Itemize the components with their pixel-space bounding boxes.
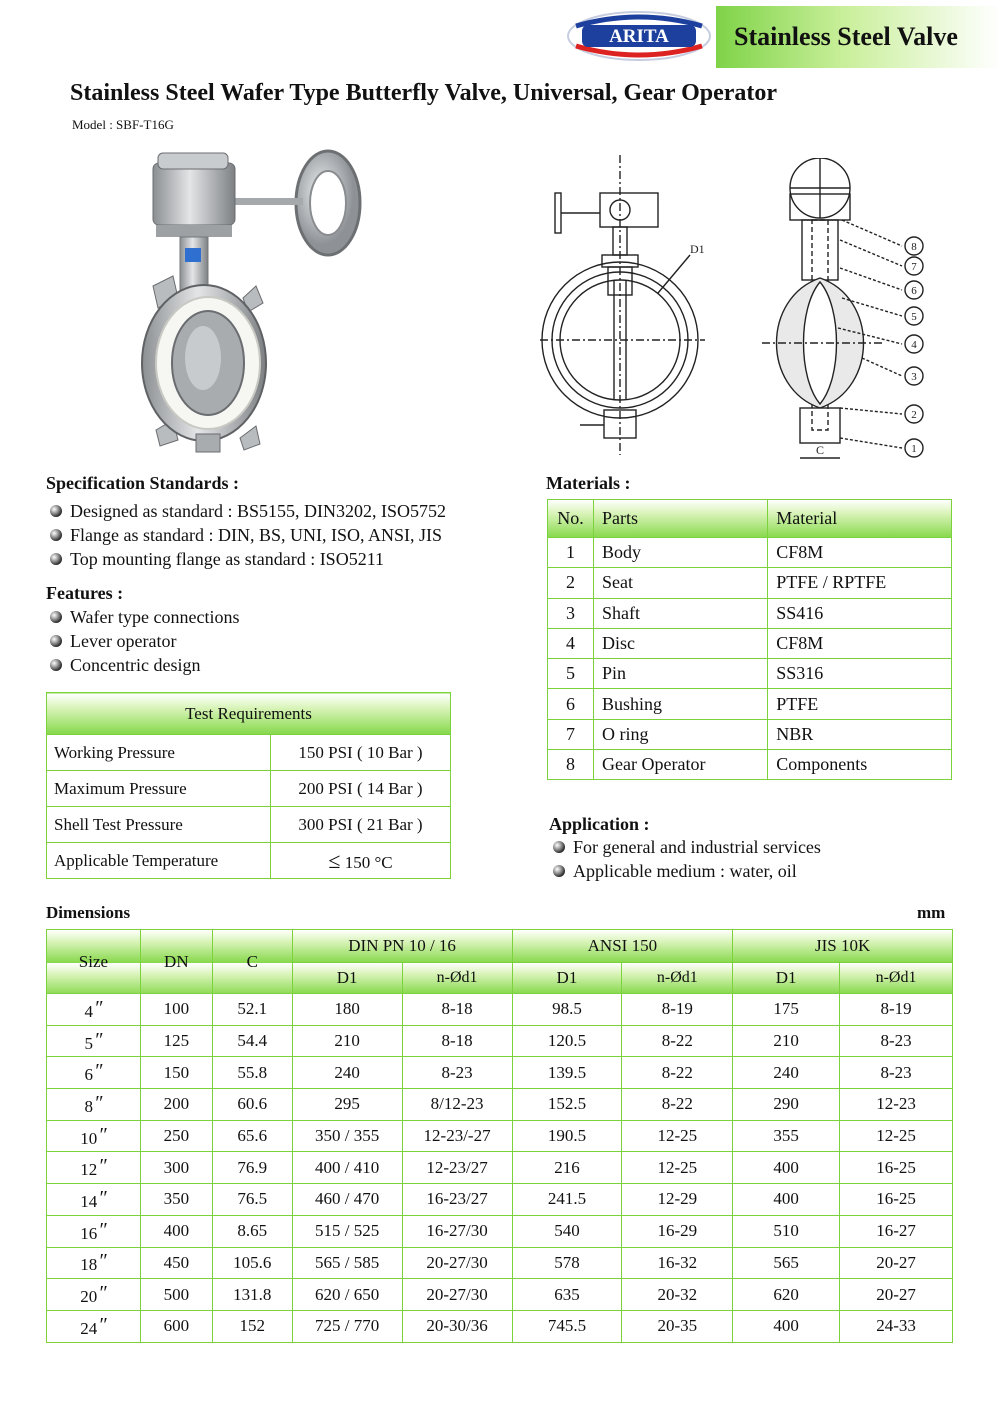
cell-din-d1: 620 / 650: [292, 1279, 402, 1311]
cell-dn: 150: [140, 1057, 212, 1089]
svg-text:7: 7: [911, 261, 917, 273]
table-row: 3 Shaft SS416: [548, 598, 952, 628]
cell-dn: 125: [140, 1025, 212, 1057]
size-cell: 6″: [47, 1057, 141, 1089]
cell-jis-n: 16-27: [840, 1215, 953, 1247]
size-cell: 20″: [47, 1279, 141, 1311]
cell-jis-n: 16-25: [840, 1152, 953, 1184]
table-row: [47, 1247, 953, 1279]
model-number: Model : SBF-T16G: [72, 117, 174, 132]
bullet-icon: [50, 529, 62, 541]
list-item: For general and industrial services: [549, 835, 821, 859]
cell-dn: 400: [140, 1215, 212, 1247]
cell-jis-n: 8-23: [840, 1025, 953, 1057]
callout-3: [905, 367, 923, 385]
test-requirements-heading: Test Requirements: [47, 693, 451, 735]
svg-text:4: 4: [911, 339, 917, 351]
list-item: Flange as standard : DIN, BS, UNI, ISO, ANSI, JIS: [46, 523, 446, 547]
size-cell: 16″: [47, 1215, 141, 1247]
cell-jis-d1: 620: [733, 1279, 840, 1311]
callout-1: [905, 439, 923, 457]
table-row: 8 Gear Operator Components: [548, 750, 952, 780]
cell-jis-d1: 175: [733, 994, 840, 1026]
cell-ansi-n: 16-32: [622, 1247, 733, 1279]
table-row: 1 Body CF8M: [548, 538, 952, 568]
cell-jis-d1: 355: [733, 1120, 840, 1152]
dimensions-table: Size DN C DIN PN 10 / 16 ANSI 150 JIS 10K D1 n-Ød1 D1 n-Ød1 D1 n-Ød1 4″ 100 52.1 180 8-18 98.5 8-19 175 8-19 5″ 125 54.4 210 8-18 120.5 8-22 210 8-23 6″ 150 55.8 240 8-23 139.5 8-22 240 8-23 8″ 200 60.6 295 8/12-23 152.5 8-22 290 12-23 10″ 250 65.6 350 / 355 12-23/-27 190.5 12-25 355 12-25 12″ 300 76.9 400 / 410 12-23/27 216 12-25 400 16-25 14″ 350 76.5 460 / 470 16-23/27 241.5 12-29 400 16-25 16″ 400 8.65 515 / 525 16-27/30 540 16-29 510 16-27 18″ 450 105.6 565 / 585 20-27/30 578 16-32 565 20-27 20″ 500 131.8 620 / 650 20-27/30 635 20-32 620 20-27 24″ 600 152 725 / 770 20-30/36 745.5 20-35 400 24-33: [46, 929, 953, 1343]
table-row: [47, 1279, 953, 1311]
cell-ansi-n: 8-22: [622, 1089, 733, 1121]
cell-jis-d1: 565: [733, 1247, 840, 1279]
table-row: [47, 1152, 953, 1184]
size-cell: 5″: [47, 1025, 141, 1057]
c-header: C: [212, 930, 292, 994]
cell-din-n: 8/12-23: [402, 1089, 512, 1121]
list-item: Lever operator: [46, 629, 239, 653]
table-row: 4 Disc CF8M: [548, 628, 952, 658]
cell-ansi-d1: 152.5: [512, 1089, 622, 1121]
front-view-drawing: [540, 155, 725, 455]
cell-ansi-n: 8-22: [622, 1025, 733, 1057]
cell-c: 65.6: [212, 1120, 292, 1152]
application-list: [549, 835, 821, 883]
cell-ansi-d1: 120.5: [512, 1025, 622, 1057]
cell-jis-n: 16-25: [840, 1184, 953, 1216]
callout-8: [905, 237, 923, 255]
cell-dn: 350: [140, 1184, 212, 1216]
list-item: Wafer type connections: [46, 605, 239, 629]
size-cell: 14″: [47, 1184, 141, 1216]
svg-text:8: 8: [911, 241, 917, 253]
size-cell: 10″: [47, 1120, 141, 1152]
cell-din-n: 12-23/-27: [402, 1120, 512, 1152]
cell-din-n: 16-27/30: [402, 1215, 512, 1247]
svg-text:3: 3: [911, 371, 917, 383]
callout-2: [905, 405, 923, 423]
cell-ansi-d1: 139.5: [512, 1057, 622, 1089]
callout-6: [905, 281, 923, 299]
cell-jis-d1: 400: [733, 1152, 840, 1184]
callout-7: [905, 257, 923, 275]
cell-ansi-d1: 635: [512, 1279, 622, 1311]
cell-din-d1: 240: [292, 1057, 402, 1089]
c-dimension-label: C: [816, 443, 825, 457]
cell-jis-n: 8-23: [840, 1057, 953, 1089]
cell-c: 52.1: [212, 994, 292, 1026]
table-row: Shell Test Pressure 300 PSI ( 21 Bar ): [47, 807, 451, 843]
cell-jis-n: 20-27: [840, 1247, 953, 1279]
size-cell: 12″: [47, 1152, 141, 1184]
table-row: Maximum Pressure 200 PSI ( 14 Bar ): [47, 771, 451, 807]
cell-dn: 200: [140, 1089, 212, 1121]
cell-dn: 100: [140, 994, 212, 1026]
cell-ansi-n: 12-25: [622, 1152, 733, 1184]
din-header: DIN PN 10 / 16: [292, 930, 512, 963]
cell-c: 60.6: [212, 1089, 292, 1121]
cell-jis-d1: 210: [733, 1025, 840, 1057]
table-row: [47, 994, 953, 1026]
cell-jis-d1: 400: [733, 1184, 840, 1216]
cell-din-d1: 565 / 585: [292, 1247, 402, 1279]
cell-jis-n: 20-27: [840, 1279, 953, 1311]
cell-jis-n: 8-19: [840, 994, 953, 1026]
category-banner: Stainless Steel Valve: [716, 6, 1000, 68]
bullet-icon: [50, 635, 62, 647]
table-row: 7 O ring NBR: [548, 719, 952, 749]
specification-list: [46, 499, 446, 571]
table-row: Working Pressure 150 PSI ( 10 Bar ): [47, 735, 451, 771]
size-header: Size: [47, 930, 141, 994]
size-cell: 4″: [47, 994, 141, 1026]
valve-photo: [128, 148, 368, 458]
cell-c: 8.65: [212, 1215, 292, 1247]
list-item: Concentric design: [46, 653, 239, 677]
materials-table: No. Parts Material 1 Body CF8M 2 Seat PTFE / RPTFE 3 Shaft SS416 4 Disc CF8M 5 Pin SS316 6 Bushing PTFE 7 O ring NBR 8 Gear Operator Components: [547, 499, 952, 780]
cell-din-d1: 210: [292, 1025, 402, 1057]
cell-ansi-n: 8-22: [622, 1057, 733, 1089]
cell-dn: 500: [140, 1279, 212, 1311]
cell-ansi-n: 12-29: [622, 1184, 733, 1216]
list-item: Applicable medium : water, oil: [549, 859, 821, 883]
size-cell: 8″: [47, 1089, 141, 1121]
cell-ansi-n: 20-35: [622, 1310, 733, 1342]
cell-din-d1: 725 / 770: [292, 1310, 402, 1342]
cell-ansi-d1: 540: [512, 1215, 622, 1247]
ansi-header: ANSI 150: [512, 930, 733, 963]
list-item: Top mounting flange as standard : ISO5211: [46, 547, 446, 571]
svg-text:6: 6: [911, 285, 917, 297]
cell-din-d1: 350 / 355: [292, 1120, 402, 1152]
cell-din-d1: 295: [292, 1089, 402, 1121]
less-equal-symbol: ≤: [328, 847, 341, 873]
cell-din-n: 20-30/36: [402, 1310, 512, 1342]
cell-jis-n: 24-33: [840, 1310, 953, 1342]
jis-header: JIS 10K: [733, 930, 953, 963]
svg-text:2: 2: [911, 409, 917, 421]
cell-c: 55.8: [212, 1057, 292, 1089]
materials-heading: Materials :: [546, 473, 631, 493]
table-row: Applicable Temperature ≤ 150 °C: [47, 843, 451, 879]
size-cell: 24″: [47, 1310, 141, 1342]
dn-header: DN: [140, 930, 212, 994]
bullet-icon: [553, 865, 565, 877]
callout-4: [905, 335, 923, 353]
size-cell: 18″: [47, 1247, 141, 1279]
bullet-icon: [553, 841, 565, 853]
table-row: 6 Bushing PTFE: [548, 689, 952, 719]
cell-din-n: 8-18: [402, 994, 512, 1026]
cell-ansi-n: 8-19: [622, 994, 733, 1026]
cell-din-n: 8-23: [402, 1057, 512, 1089]
svg-text:5: 5: [911, 311, 917, 323]
cell-jis-d1: 290: [733, 1089, 840, 1121]
cell-jis-d1: 400: [733, 1310, 840, 1342]
cell-ansi-n: 12-25: [622, 1120, 733, 1152]
cell-c: 76.9: [212, 1152, 292, 1184]
table-row: [47, 1120, 953, 1152]
cell-c: 54.4: [212, 1025, 292, 1057]
test-requirements-table: [46, 692, 451, 879]
cell-din-n: 16-23/27: [402, 1184, 512, 1216]
table-row: 2 Seat PTFE / RPTFE: [548, 568, 952, 598]
table-row: [47, 1057, 953, 1089]
features-list: [46, 605, 239, 677]
table-row: [47, 1184, 953, 1216]
cell-jis-d1: 510: [733, 1215, 840, 1247]
page-title: Stainless Steel Wafer Type Butterfly Valve, Universal, Gear Operator: [70, 80, 778, 106]
cell-jis-d1: 240: [733, 1057, 840, 1089]
table-row: [47, 1310, 953, 1342]
specification-heading: Specification Standards :: [46, 473, 240, 493]
svg-text:1: 1: [911, 443, 917, 455]
dimensions-body: [47, 994, 953, 1343]
cell-din-n: 20-27/30: [402, 1279, 512, 1311]
cell-din-d1: 460 / 470: [292, 1184, 402, 1216]
bullet-icon: [50, 505, 62, 517]
table-row: [47, 1215, 953, 1247]
arita-logo: [566, 10, 712, 62]
unit-label: mm: [917, 903, 946, 922]
table-row: 5 Pin SS316: [548, 659, 952, 689]
bullet-icon: [50, 659, 62, 671]
cell-c: 152: [212, 1310, 292, 1342]
d1-label: D1: [690, 242, 705, 256]
features-heading: Features :: [46, 583, 124, 603]
cell-c: 131.8: [212, 1279, 292, 1311]
cell-dn: 300: [140, 1152, 212, 1184]
cell-c: 76.5: [212, 1184, 292, 1216]
cell-ansi-d1: 216: [512, 1152, 622, 1184]
table-row: [47, 1025, 953, 1057]
callout-5: [905, 307, 923, 325]
cell-ansi-n: 20-32: [622, 1279, 733, 1311]
list-item: Designed as standard : BS5155, DIN3202, ISO5752: [46, 499, 446, 523]
cell-din-d1: 515 / 525: [292, 1215, 402, 1247]
cell-ansi-n: 16-29: [622, 1215, 733, 1247]
section-view-drawing: [742, 158, 942, 463]
cell-jis-n: 12-23: [840, 1089, 953, 1121]
cell-ansi-d1: 578: [512, 1247, 622, 1279]
cell-din-n: 8-18: [402, 1025, 512, 1057]
cell-dn: 250: [140, 1120, 212, 1152]
dimensions-heading: Dimensions: [46, 903, 131, 922]
cell-dn: 450: [140, 1247, 212, 1279]
table-row: [47, 1089, 953, 1121]
cell-ansi-d1: 241.5: [512, 1184, 622, 1216]
cell-jis-n: 12-25: [840, 1120, 953, 1152]
cell-ansi-d1: 745.5: [512, 1310, 622, 1342]
logo-text: ARITA: [609, 26, 669, 47]
cell-din-d1: 180: [292, 994, 402, 1026]
bullet-icon: [50, 611, 62, 623]
cell-c: 105.6: [212, 1247, 292, 1279]
cell-din-n: 20-27/30: [402, 1247, 512, 1279]
cell-ansi-d1: 190.5: [512, 1120, 622, 1152]
bullet-icon: [50, 553, 62, 565]
cell-din-n: 12-23/27: [402, 1152, 512, 1184]
cell-dn: 600: [140, 1310, 212, 1342]
cell-din-d1: 400 / 410: [292, 1152, 402, 1184]
cell-ansi-d1: 98.5: [512, 994, 622, 1026]
application-heading: Application :: [549, 814, 650, 834]
